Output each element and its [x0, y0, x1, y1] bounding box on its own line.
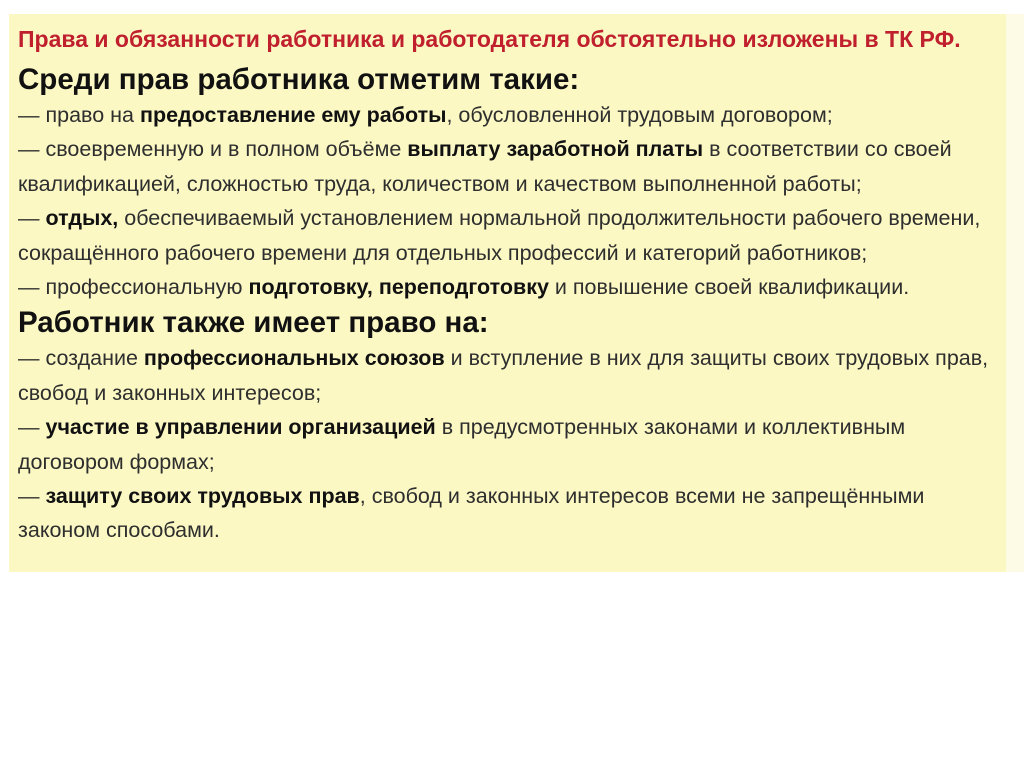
item-emphasis: предоставление ему работы: [139, 103, 447, 127]
item-emphasis: профессиональных союзов: [143, 346, 445, 371]
item-text: —: [18, 415, 46, 440]
item-text: —: [18, 484, 46, 509]
item-text: в соответствии со своей квалификацией, сложностью труда, количеством и качеством выполненной работы;: [18, 137, 952, 196]
item-text: — своевременную и в полном объёме: [18, 137, 408, 162]
item-emphasis: защиту своих трудовых прав: [45, 484, 360, 509]
list-item: [18, 341, 1002, 410]
slide-content: [18, 22, 1002, 548]
list-item: [18, 479, 1002, 548]
item-text: — профессиональную: [18, 275, 249, 300]
decorative-strip: [1006, 14, 1024, 572]
item-text: и повышение своей квалификации.: [548, 275, 910, 300]
item-text: — создание: [18, 346, 144, 371]
list-item: [18, 132, 1002, 201]
item-text: , обусловленной трудовым договором;: [446, 103, 833, 127]
item-emphasis: отдых,: [45, 206, 119, 231]
intro-text: Права и обязанности работника и работодателя обстоятельно изложены в ТК РФ.: [18, 26, 961, 52]
list-item: [18, 410, 1002, 479]
list-item: [18, 98, 1002, 132]
item-emphasis: участие в управлении организацией: [45, 415, 436, 440]
section-heading-rights: Среди прав работника отметим такие:: [18, 63, 580, 96]
list-item: [18, 201, 1002, 270]
item-text: в предусмотренных законами и коллективным договором формах;: [18, 415, 906, 474]
item-emphasis: выплату заработной платы: [407, 137, 704, 162]
item-text: обеспечиваемый установлением нормальной продолжительности рабочего времени, сокращённого рабочего времени для отдельных профессий и категорий работников;: [18, 206, 981, 265]
item-text: и вступление в них для защиты своих трудовых прав, свобод и законных интересов;: [18, 346, 989, 405]
section-heading-additional-rights: Работник также имеет право на:: [18, 306, 489, 340]
item-emphasis: подготовку, переподготовку: [248, 275, 549, 300]
item-text: — право на: [18, 103, 140, 127]
item-text: —: [18, 206, 46, 231]
item-text: , свобод и законных интересов всеми не запрещёнными законом способами.: [18, 484, 925, 543]
list-item: [18, 270, 1002, 304]
